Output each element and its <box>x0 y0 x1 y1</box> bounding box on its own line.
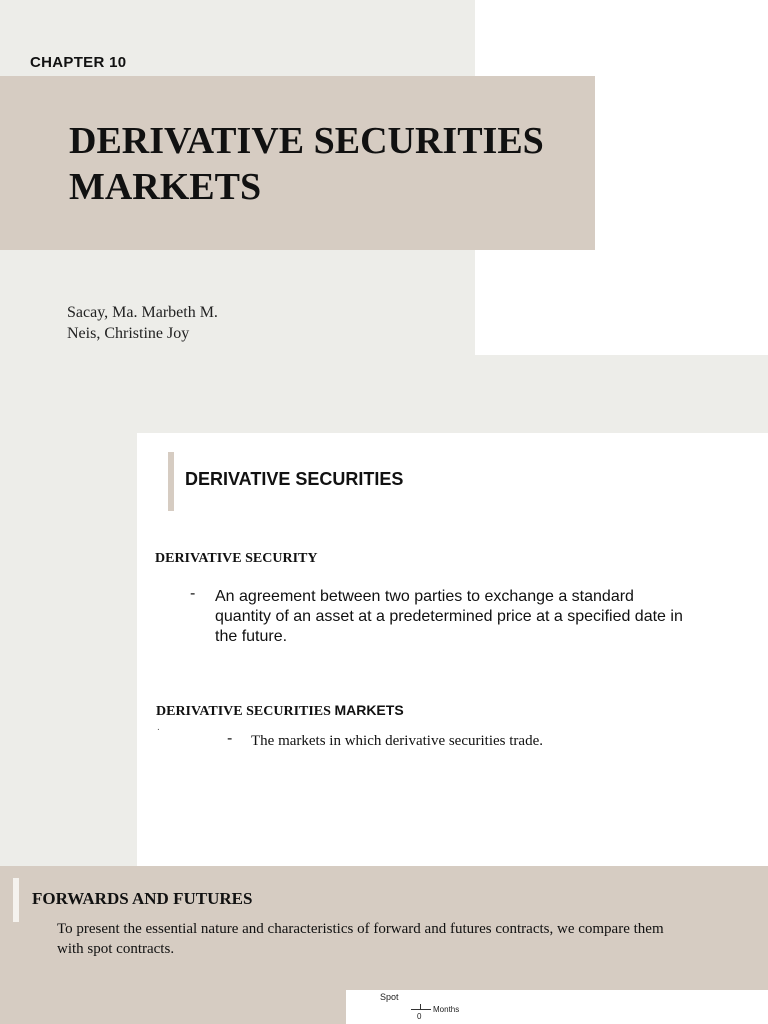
title-line-1: DERIVATIVE SECURITIES <box>69 120 544 162</box>
section-heading: FORWARDS AND FUTURES <box>32 889 253 908</box>
definition-derivative-security: An agreement between two parties to exchange a standard quantity of an asset at a predetermined price at a specified date in the future. <box>215 588 683 645</box>
slide-2-left-panel <box>0 433 137 866</box>
timeline-axis <box>411 1009 431 1010</box>
timeline-figure <box>346 990 768 1024</box>
author-2: Neis, Christine Joy <box>67 325 190 342</box>
authors <box>67 302 218 344</box>
term-derivative-security: DERIVATIVE SECURITY <box>155 551 318 566</box>
chapter-label: CHAPTER 10 <box>30 54 127 71</box>
slide-title <box>69 118 589 210</box>
heading-accent-bar <box>13 878 19 922</box>
bullet-dash: - <box>227 730 233 747</box>
figure-axis-zero: 0 <box>417 1012 422 1021</box>
heading-accent-bar <box>168 452 174 511</box>
slide-2-card <box>137 433 768 866</box>
timeline-tick <box>420 1004 421 1010</box>
author-1: Sacay, Ma. Marbeth M. <box>67 304 218 321</box>
term-derivative-securities-markets <box>156 702 404 720</box>
title-line-2: MARKETS <box>69 166 262 208</box>
term-part-2: MARKETS <box>334 702 404 718</box>
figure-label-spot: Spot <box>380 992 399 1002</box>
section-heading: DERIVATIVE SECURITIES <box>185 469 404 489</box>
term-part-1: DERIVATIVE SECURITIES <box>156 704 335 719</box>
stray-dot: . <box>157 722 160 733</box>
bullet-dash: - <box>190 585 196 602</box>
definition-derivative-securities-markets: The markets in which derivative securities trade. <box>251 733 543 749</box>
section-body-text: To present the essential nature and characteristics of forward and futures contracts, we compare them with spot contracts. <box>57 921 664 957</box>
figure-axis-label: Months <box>433 1005 460 1014</box>
